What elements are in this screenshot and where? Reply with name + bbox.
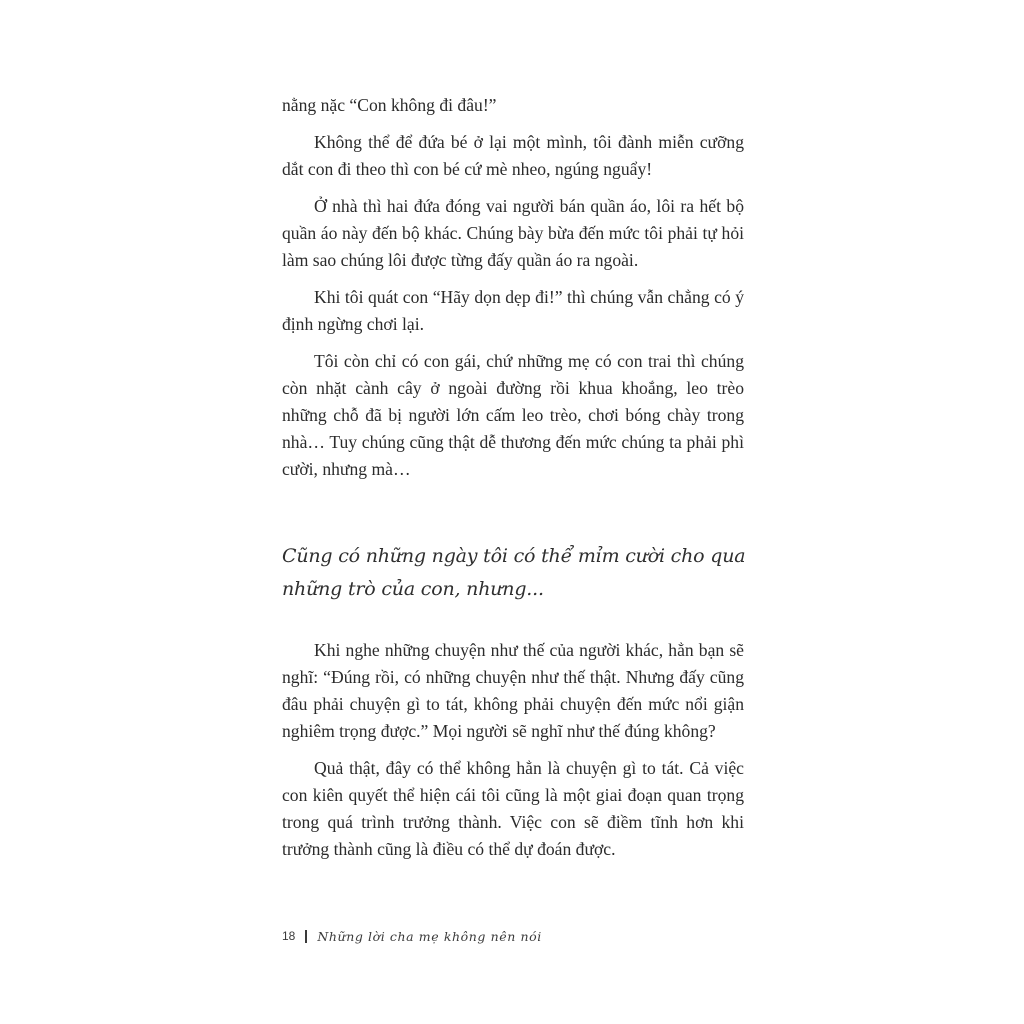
section-heading [282,540,752,606]
section-heading-line: Cũng có những ngày tôi có thể mỉm cười cho qua [282,545,746,567]
page-footer [282,926,542,946]
page-number: 18 [282,929,296,943]
paragraph: nằng nặc “Con không đi đâu!” [282,95,497,115]
running-title: Những lời cha mẹ không nên nói [317,928,542,944]
paragraph: Không thể để đứa bé ở lại một mình, tôi đành miễn cưỡng dắt con đi theo thì con bé cứ mè nheo, ngúng nguẩy! [282,132,744,179]
paragraph: Khi nghe những chuyện như thế của người khác, hẳn bạn sẽ nghĩ: “Đúng rồi, có những chuyện như thế thật. Nhưng đấy cũng đâu phải chuyện gì to tát, không phải chuyện đến mức nổi giận nghiêm trọng được.” Mọi người sẽ nghĩ như thế đúng không? [282,640,744,741]
paragraph: Tôi còn chỉ có con gái, chứ những mẹ có con trai thì chúng còn nhặt cành cây ở ngoài đường rồi khua khoắng, leo trèo những chỗ đã bị người lớn cấm leo trèo, chơi bóng chày trong nhà… Tuy chúng cũng thật dễ thương đến mức chúng ta phải phì cười, nhưng mà… [282,351,744,479]
paragraph: Ở nhà thì hai đứa đóng vai người bán quần áo, lôi ra hết bộ quần áo này đến bộ khác. Chúng bày bừa đến mức tôi phải tự hỏi làm sao chúng lôi được từng đấy quần áo ra ngoài. [282,196,744,270]
paragraph: Khi tôi quát con “Hãy dọn dẹp đi!” thì chúng vẫn chẳng có ý định ngừng chơi lại. [282,287,744,334]
footer-divider [305,930,307,943]
text-block-bottom [282,637,744,873]
text-block-top [282,92,744,493]
paragraph: Quả thật, đây có thể không hẳn là chuyện gì to tát. Cả việc con kiên quyết thể hiện cái tôi cũng là một giai đoạn quan trọng trong quá trình trưởng thành. Việc con sẽ điềm tĩnh hơn khi trưởng thành cũng là điều có thể dự đoán được. [282,758,744,859]
section-heading-line: những trò của con, nhưng... [282,578,544,600]
